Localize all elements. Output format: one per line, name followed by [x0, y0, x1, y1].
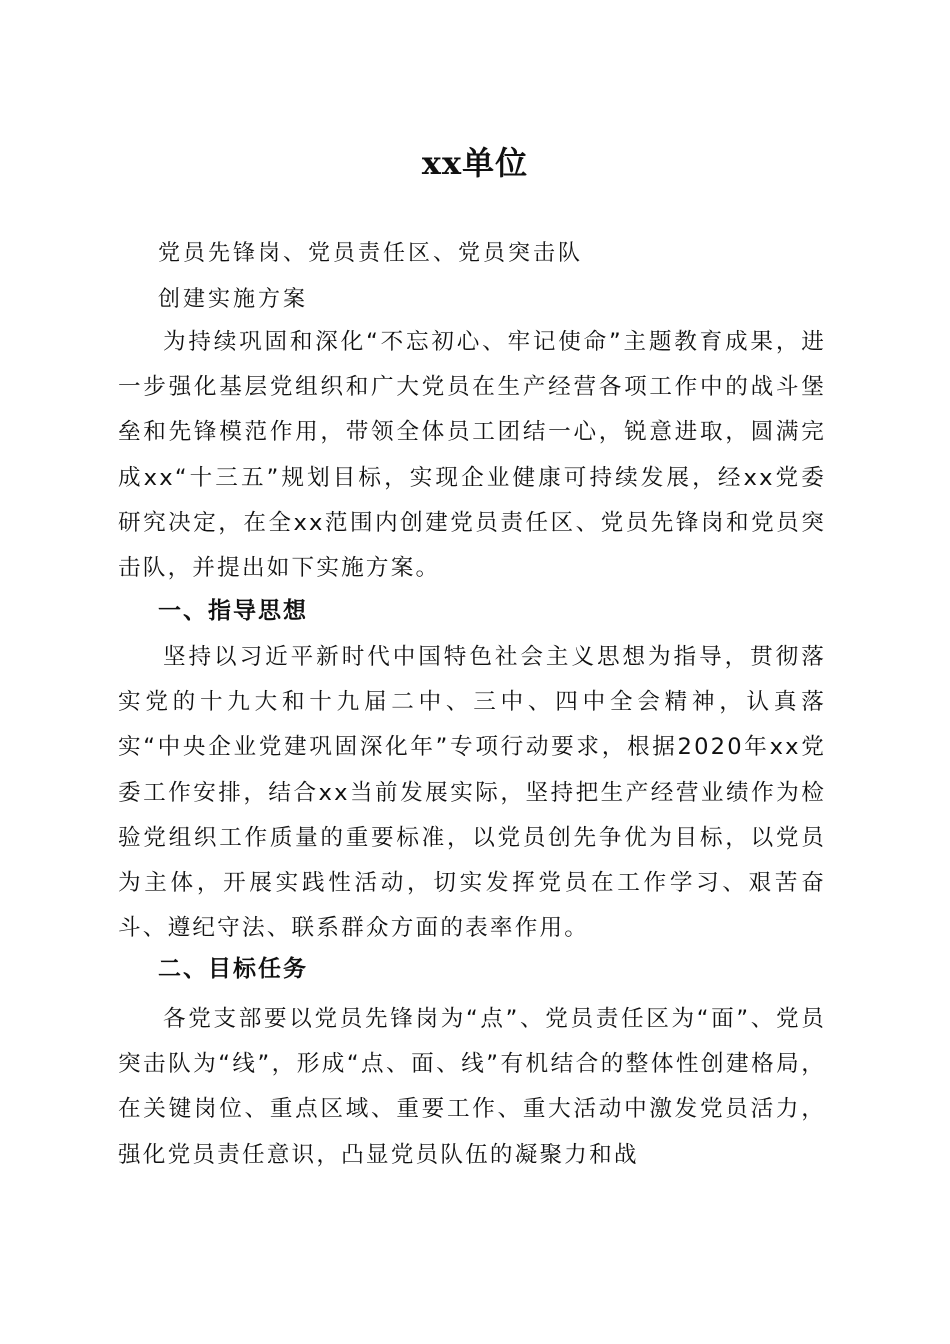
objectives-paragraph: 各党支部要以党员先锋岗为“点”、党员责任区为“面”、党员突击队为“线”，形成“点、面、线”有机结合的整体性创建格局，在关键岗位、重点区域、重要工作、重大活动中激发党员活力，强化党员责任意识，凸显党员队伍的凝聚力和战 — [118, 1006, 826, 1168]
document-title: xx单位 — [421, 144, 529, 182]
document-subtitle-line2: 创建实施方案 — [158, 287, 309, 312]
intro-paragraph: 为持续巩固和深化“不忘初心、牢记使命”主题教育成果，进一步强化基层党组织和广大党员在生产经营各项工作中的战斗堡垒和先锋模范作用，带领全体员工团结一心，锐意进取，圆满完成xx“十三五”规划目标，实现企业健康可持续发展，经xx党委研究决定，在全xx范围内创建党员责任区、党员先锋岗和党员突击队，并提出如下实施方案。 — [118, 329, 826, 582]
section-heading-objectives: 二、目标任务 — [158, 956, 308, 982]
guiding-ideology-paragraph: 坚持以习近平新时代中国特色社会主义思想为指导，贯彻落实党的十九大和十九届二中、三中、四中全会精神，认真落实“中央企业党建巩固深化年”专项行动要求，根据2020年xx党委工作安排，结合xx当前发展实际，坚持把生产经营业绩作为检验党组织工作质量的重要标准，以党员创先争优为目标，以党员为主体，开展实践性活动，切实发挥党员在工作学习、艰苦奋斗、遵纪守法、联系群众方面的表率作用。 — [118, 644, 826, 942]
document-subtitle-line1: 党员先锋岗、党员责任区、党员突击队 — [158, 241, 584, 266]
section-heading-guiding-ideology: 一、指导思想 — [158, 598, 308, 624]
